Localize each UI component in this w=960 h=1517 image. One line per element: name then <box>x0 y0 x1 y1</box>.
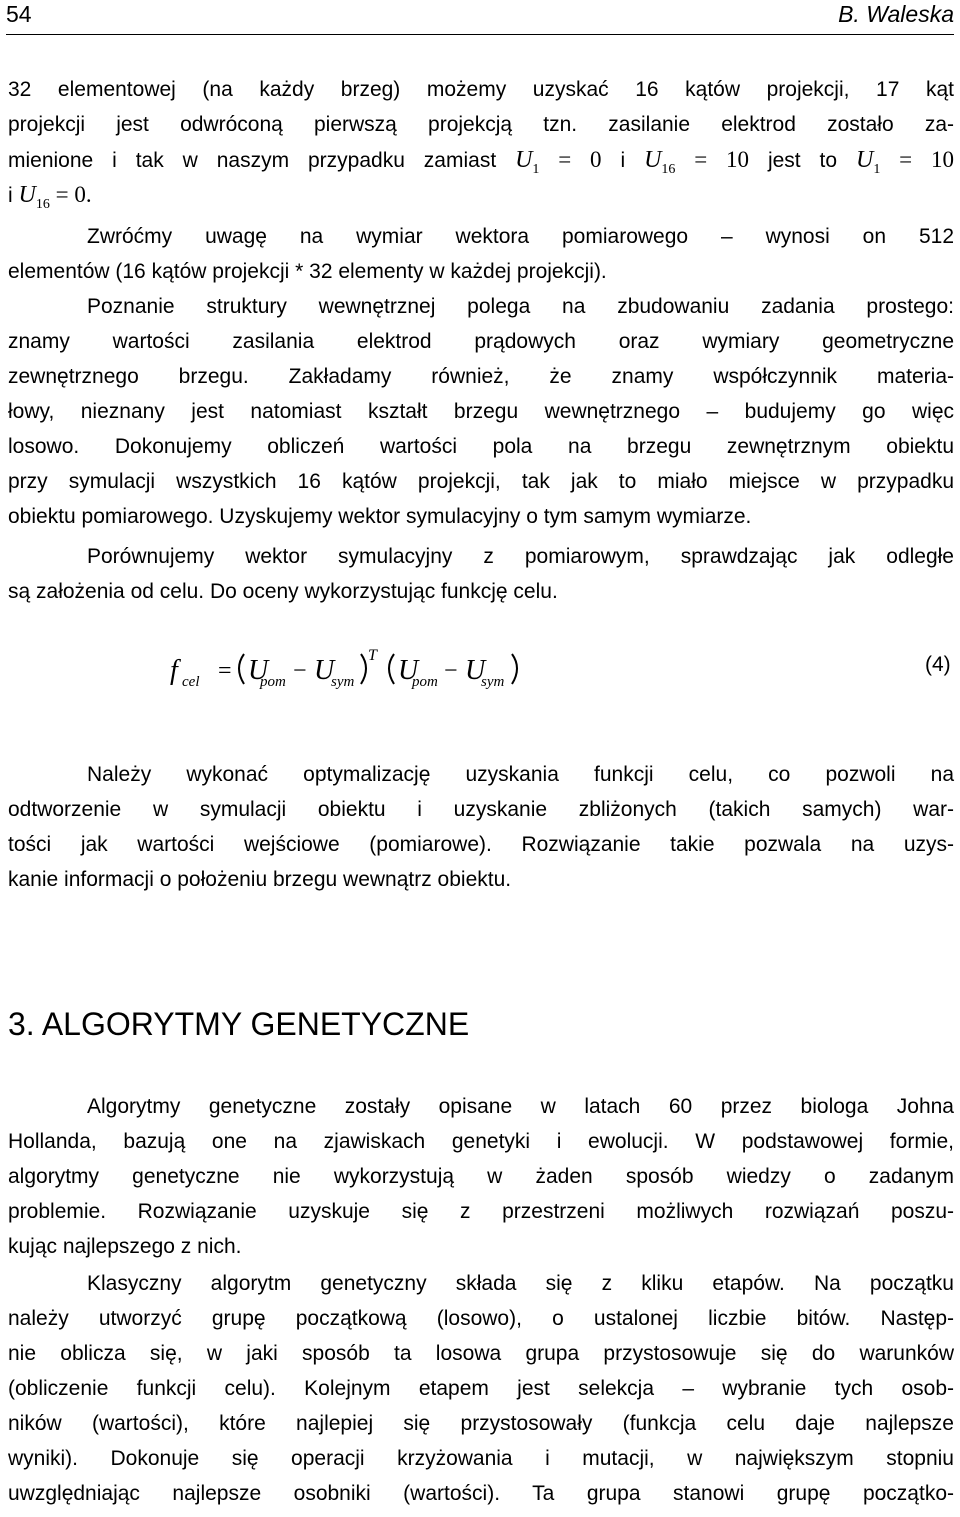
text-line: należy utworzyć grupę początkową (losowo), o ustalonej liczbie bitów. Następ- <box>8 1307 954 1330</box>
paragraph-vector-size <box>8 219 954 289</box>
svg-text:T: T <box>368 647 377 664</box>
svg-text:pom: pom <box>260 674 286 690</box>
section-heading: 3. ALGORYTMY GENETYCZNE <box>8 1006 470 1042</box>
text-line: tości jak wartości wejściowe (pomiarowe). Rozwiązanie takie pozwala na uzys- <box>8 833 954 856</box>
svg-text:U: U <box>314 655 335 686</box>
text-line: elementów (16 kątów projekcji * 32 elementy w każdej projekcji). <box>8 260 607 283</box>
paragraph-projection-angles <box>8 72 954 212</box>
text-line: znamy wartości zasilania elektrod prądowych oraz wymiary geometryczne <box>8 330 954 353</box>
text-line: kując najlepszego z nich. <box>8 1235 242 1258</box>
text-line: ników (wartości), które najlepiej się przystosowały (funkcja celu daje najlepsze <box>8 1412 954 1435</box>
svg-text:cel: cel <box>182 674 200 690</box>
text-line: Porównujemy wektor symulacyjny z pomiarowym, sprawdzając jak odległe <box>87 545 954 568</box>
text-line: Zwróćmy uwagę na wymiar wektora pomiarowego – wynosi on 512 <box>87 225 954 248</box>
text-line: projekcji jest odwróconą pierwszą projekcją tzn. zasilanie elektrod zostało za- <box>8 113 954 136</box>
svg-text:U: U <box>248 655 269 686</box>
objective-function-equation <box>168 636 958 696</box>
text-line: przy symulacji wszystkich 16 kątów projekcji, tak jak to miało miejsce w przypadku <box>8 470 954 493</box>
running-author: B. Waleska <box>838 1 954 27</box>
text-line: (obliczenie funkcji celu). Kolejnym etapem jest selekcja – wybranie tych osob- <box>8 1377 954 1400</box>
text-line: uwzględniając najlepsze osobniki (wartości). Ta grupa stanowi grupę początko- <box>8 1482 954 1505</box>
text-line: Należy wykonać optymalizację uzyskania funkcji celu, co pozwoli na <box>87 763 954 786</box>
text-line: algorytmy genetyczne nie wykorzystują w żaden sposób wiedzy o zadanym <box>8 1165 954 1188</box>
text-line: odtworzenie w symulacji obiektu i uzyskanie zbliżonych (takich samych) war- <box>8 798 954 821</box>
text-line: Hollanda, bazują one na zjawiskach genetyki i ewolucji. W podstawowej formie, <box>8 1130 954 1153</box>
text-line: zewnętrznego brzegu. Zakładamy również, że znamy współczynnik materia- <box>8 365 954 388</box>
text-line: obiektu pomiarowego. Uzyskujemy wektor symulacyjny o tym samym wymiarze. <box>8 505 752 528</box>
running-header <box>6 0 954 35</box>
svg-text:sym: sym <box>481 674 505 690</box>
text-line-with-math: i $U_{16} = 0$. <box>8 182 92 212</box>
paragraph-optimization <box>8 757 954 897</box>
text-line: nie oblicza się, w jaki sposób ta losowa grupa przystosowuje się do warunków <box>8 1342 954 1365</box>
svg-text:=: = <box>218 658 232 684</box>
text-line: Poznanie struktury wewnętrznej polega na zbudowaniu zadania prostego: <box>87 295 954 318</box>
paragraph-classic-algorithm <box>8 1266 954 1511</box>
text-line: Algorytmy genetyczne zostały opisane w latach 60 przez biologa Johna <box>87 1095 954 1118</box>
paragraph-genetic-algorithms-intro <box>8 1089 954 1264</box>
svg-text:sym: sym <box>331 674 355 690</box>
svg-text:U: U <box>398 655 419 686</box>
text-line: 32 elementowej (na każdy brzeg) możemy uzyskać 16 kątów projekcji, 17 kąt <box>8 78 954 101</box>
svg-text:−: − <box>444 658 458 684</box>
text-line: są założenia od celu. Do oceny wykorzystując funkcję celu. <box>8 580 558 603</box>
paragraph-internal-structure <box>8 289 954 534</box>
paragraph-comparison <box>8 539 954 609</box>
text-line: Klasyczny algorytm genetyczny składa się z kliku etapów. Na początku <box>87 1272 954 1295</box>
text-line: kanie informacji o położeniu brzegu wewnątrz obiektu. <box>8 868 512 891</box>
text-line: losowo. Dokonujemy obliczeń wartości pola na brzegu zewnętrznym obiektu <box>8 435 954 458</box>
svg-text:pom: pom <box>412 674 438 690</box>
text-line: problemie. Rozwiązanie uzyskuje się z przestrzeni możliwych rozwiązań poszu- <box>8 1200 954 1223</box>
svg-text:f: f <box>170 655 178 686</box>
text-line: łowy, nieznany jest natomiast kształt brzegu wewnętrznego – budujemy go więc <box>8 400 954 423</box>
text-line: wyniki). Dokonuje się operacji krzyżowania i mutacji, w największym stopniu <box>8 1447 954 1470</box>
equation-number: (4) <box>925 653 951 676</box>
page-number: 54 <box>6 1 32 27</box>
svg-text:−: − <box>293 658 307 684</box>
text-line-with-math: mienione i tak w naszym przypadku zamiast $U_1 = 0$ i $U_{16} = 10$ jest to $U_1 = 10$ <box>8 147 954 177</box>
svg-text:U: U <box>465 655 486 686</box>
